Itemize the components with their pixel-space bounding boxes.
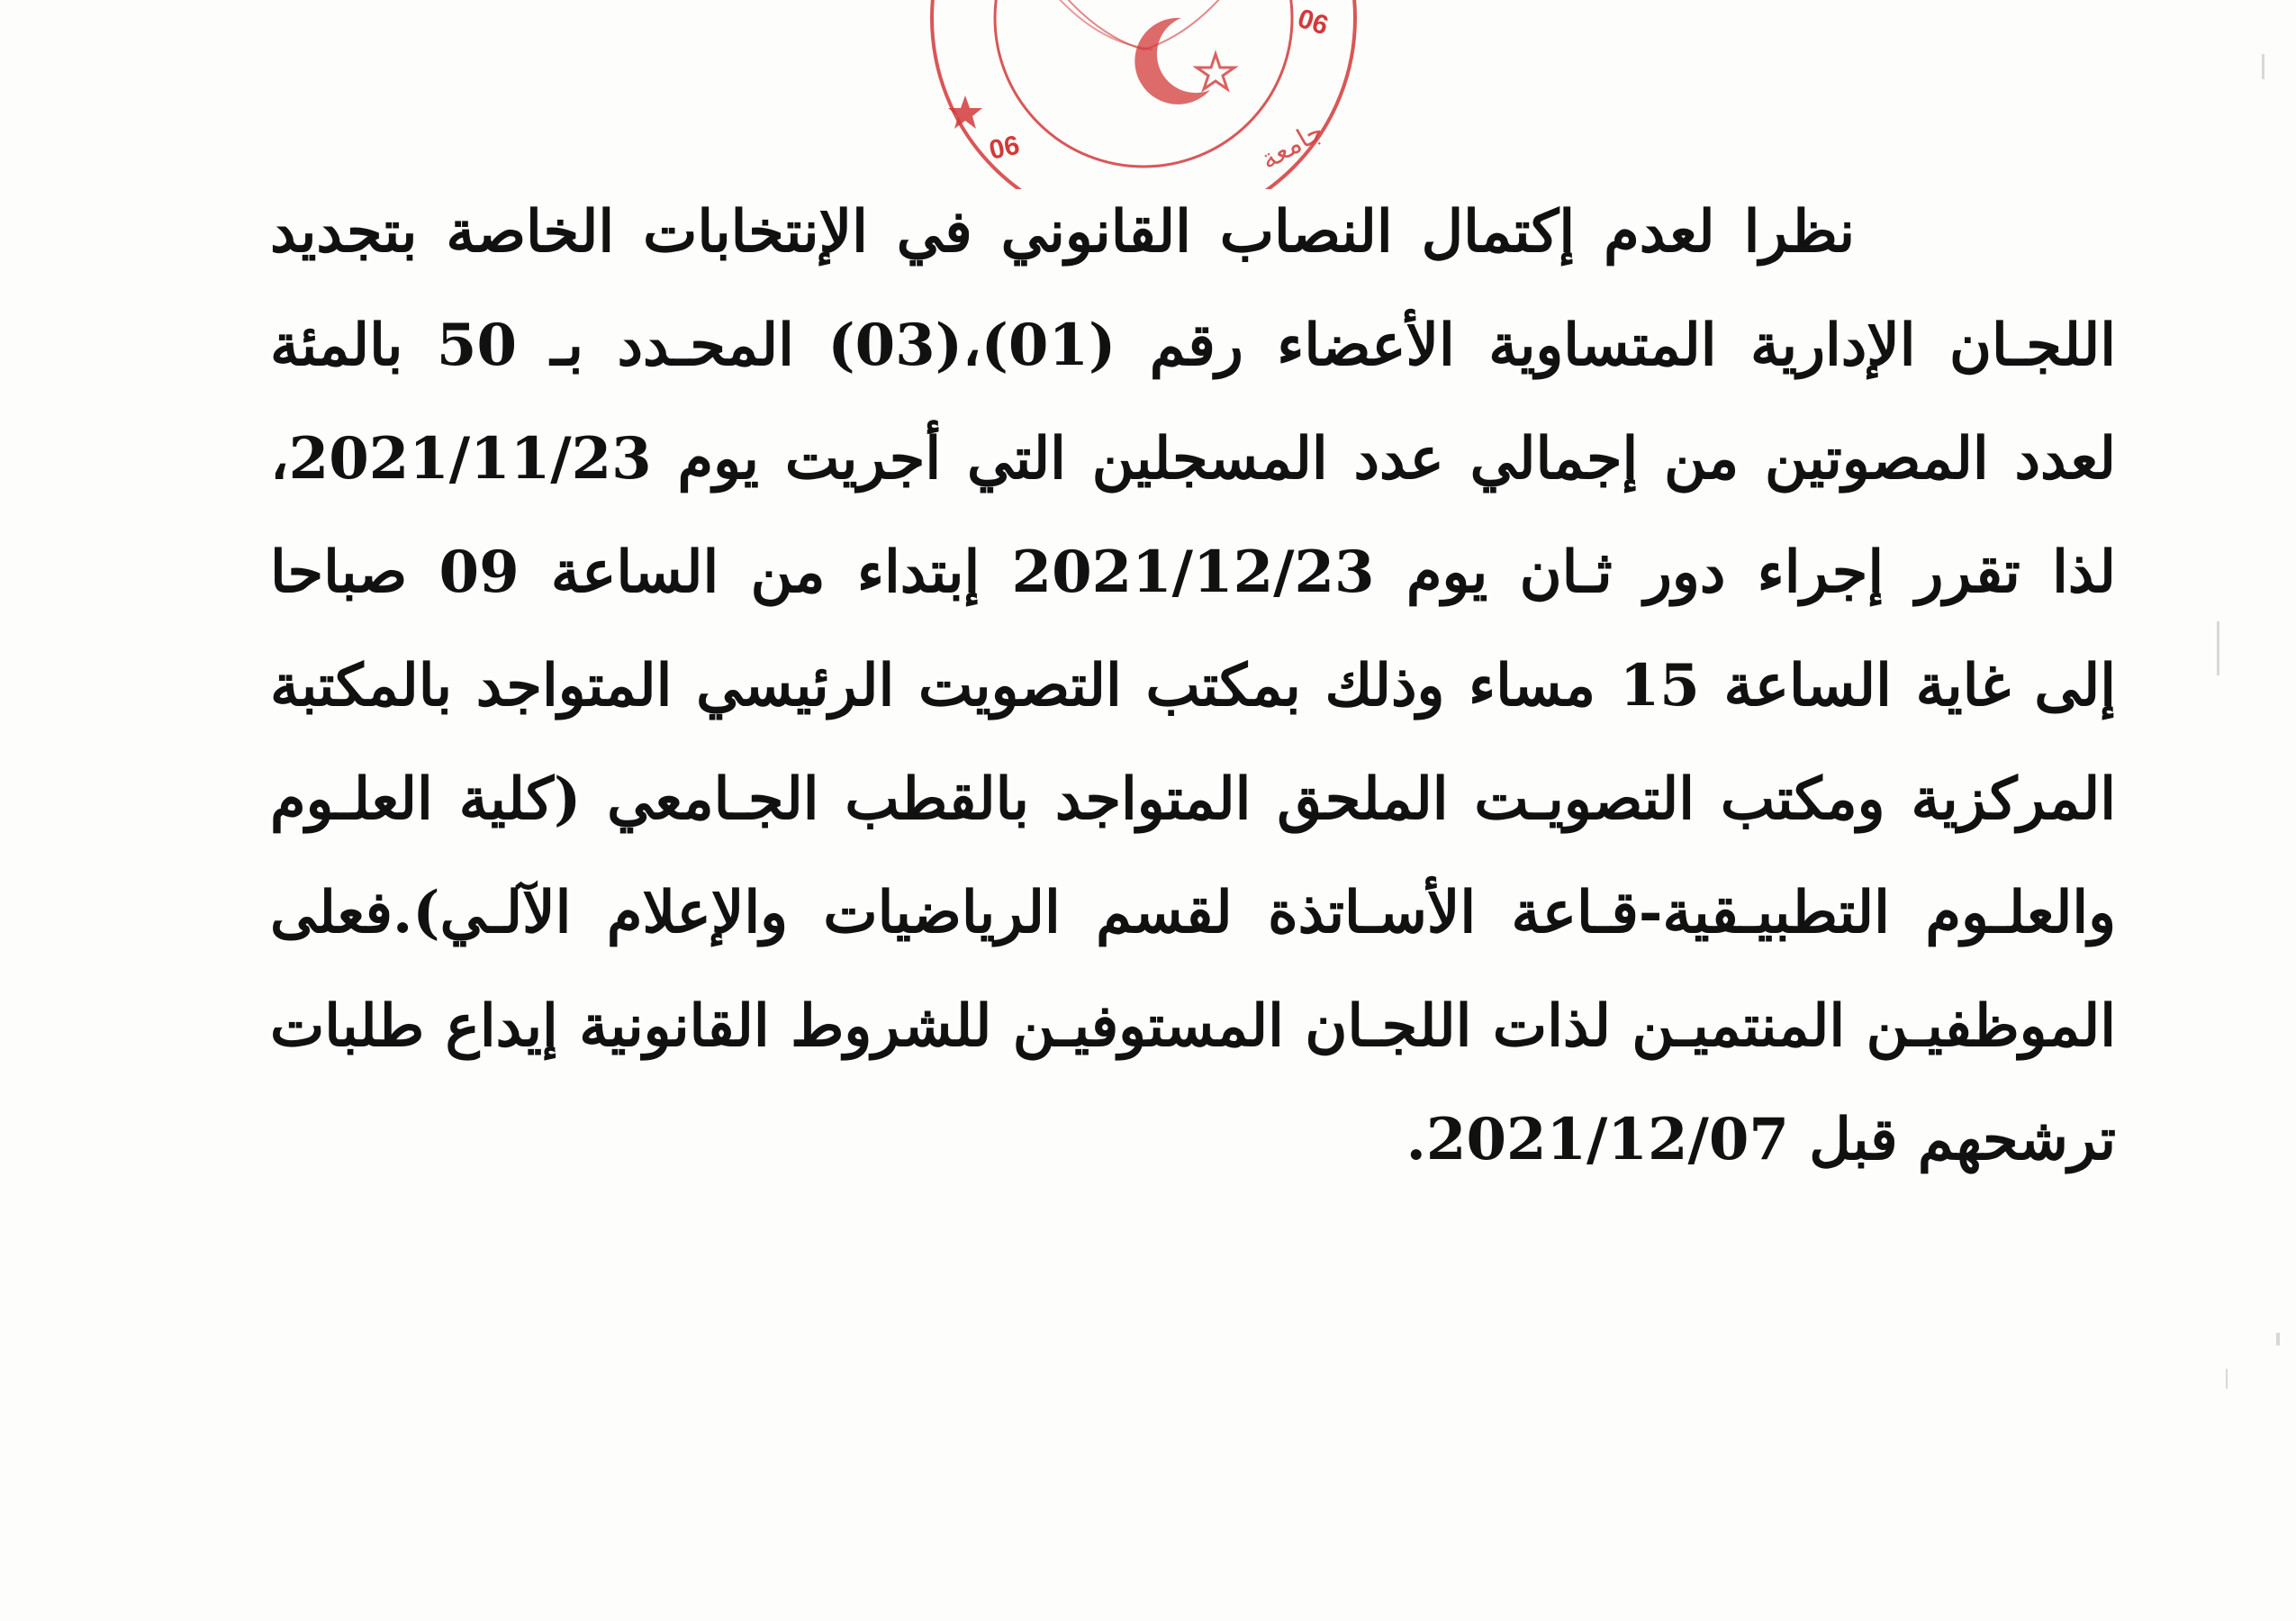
scan-edge-mark bbox=[2276, 1333, 2280, 1345]
scan-edge-mark bbox=[2262, 54, 2264, 79]
stamp-number-right: 06 bbox=[1294, 3, 1333, 41]
paragraph-line: إلى غاية الساعة 15 مساء وذلك بمكتب التصويت الرئيسي المتواجد بالمكتبة bbox=[270, 652, 2117, 720]
paragraph-line: والعلـوم التطبيـقية-قـاعة الأسـاتذة لقسم الرياضيات والإعلام الآلـي).فعلى bbox=[270, 879, 2116, 946]
paragraph-line: المركزية ومكتب التصويـت الملحق المتواجد بالقطب الجـامعي (كلية العلـوم bbox=[270, 765, 2116, 833]
paragraph-line: لعدد المصوتين من إجمالي عدد المسجلين التي أجريت يوم 2021/11/23، bbox=[270, 425, 2116, 493]
paragraph-line: نظرا لعدم إكتمال النصاب القانوني في الإنتخابات الخاصة بتجديد bbox=[270, 198, 1855, 266]
stamp-number-left: 06 bbox=[986, 130, 1023, 166]
star-icon bbox=[1197, 54, 1234, 89]
scan-edge-mark bbox=[2217, 621, 2219, 675]
paragraph-line: لذا تقرر إجراء دور ثـان يوم 2021/12/23 إبتداء من الساعة 09 صباحا bbox=[270, 539, 2117, 606]
official-stamp-seal bbox=[918, 0, 1369, 189]
paragraph-line: ترشحهم قبل 2021/12/07. bbox=[1406, 1106, 2116, 1173]
paragraph-line: الموظفيـن المنتميـن لذات اللجـان المستوفيـن للشروط القانونية إيداع طلبات bbox=[270, 992, 2116, 1060]
announcement-paragraph bbox=[270, 176, 2116, 1197]
stamp-ring-text: جامعة bbox=[1255, 115, 1330, 177]
paragraph-line: اللجـان الإدارية المتساوية الأعضاء رقم (01)،(03) المحـدد بـ 50 بالمئة bbox=[270, 312, 2117, 379]
crescent-icon bbox=[1134, 18, 1210, 104]
small-star-icon bbox=[948, 95, 982, 129]
scan-edge-mark bbox=[2226, 1369, 2228, 1389]
